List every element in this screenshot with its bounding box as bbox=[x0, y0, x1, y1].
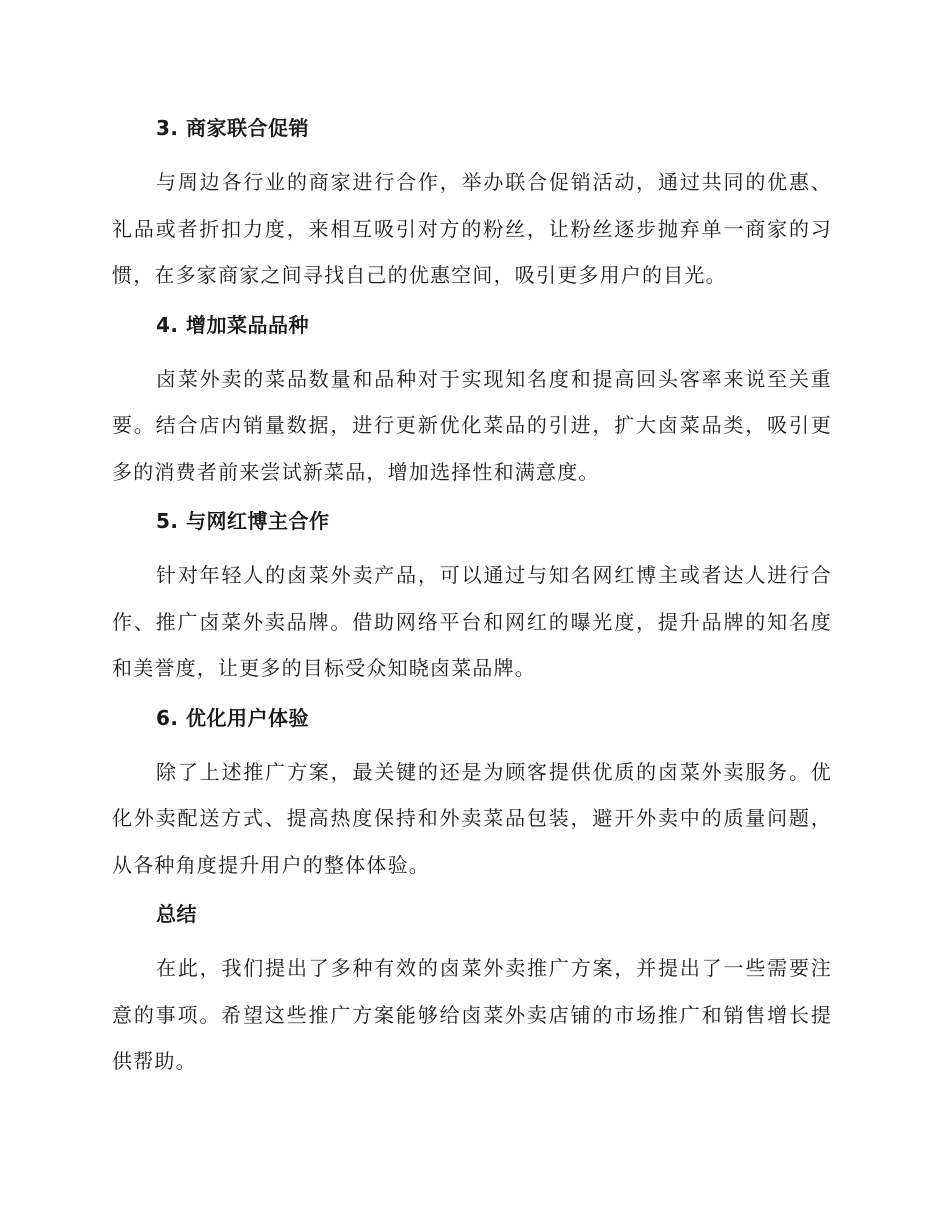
summary-paragraph: 在此，我们提出了多种有效的卤菜外卖推广方案，并提出了一些需要注意的事项。希望这些推广方案能够给卤菜外卖店铺的市场推广和销售增长提供帮助。 bbox=[112, 956, 832, 1073]
section-paragraph-5: 针对年轻人的卤菜外卖产品，可以通过与知名网红博主或者达人进行合作、推广卤菜外卖品牌。借助网络平台和网红的曝光度，提升品牌的知名度和美誉度，让更多的目标受众知晓卤菜品牌。 bbox=[112, 563, 832, 680]
section-heading-5: 5. 与网红博主合作 bbox=[156, 509, 330, 533]
section-paragraph-4: 卤菜外卖的菜品数量和品种对于实现知名度和提高回头客率来说至关重要。结合店内销量数据，进行更新优化菜品的引进，扩大卤菜品类，吸引更多的消费者前来尝试新菜品，增加选择性和满意度。 bbox=[112, 366, 832, 484]
document-body bbox=[112, 112, 832, 1095]
section-heading-3: 3. 商家联合促销 bbox=[156, 116, 309, 140]
section-heading-4: 4. 增加菜品品种 bbox=[156, 312, 309, 337]
section-paragraph-3: 与周边各行业的商家进行合作，举办联合促销活动，通过共同的优惠、礼品或者折扣力度，来相互吸引对方的粉丝，让粉丝逐步抛弃单一商家的习惯，在多家商家之间寻找自己的优惠空间，吸引更多用户的目光。 bbox=[112, 170, 832, 287]
summary-heading: 总结 bbox=[156, 902, 197, 926]
section-paragraph-6: 除了上述推广方案，最关键的还是为顾客提供优质的卤菜外卖服务。优化外卖配送方式、提高热度保持和外卖菜品包装，避开外卖中的质量问题，从各种角度提升用户的整体体验。 bbox=[112, 759, 832, 877]
section-heading-6: 6. 优化用户体验 bbox=[156, 705, 309, 730]
